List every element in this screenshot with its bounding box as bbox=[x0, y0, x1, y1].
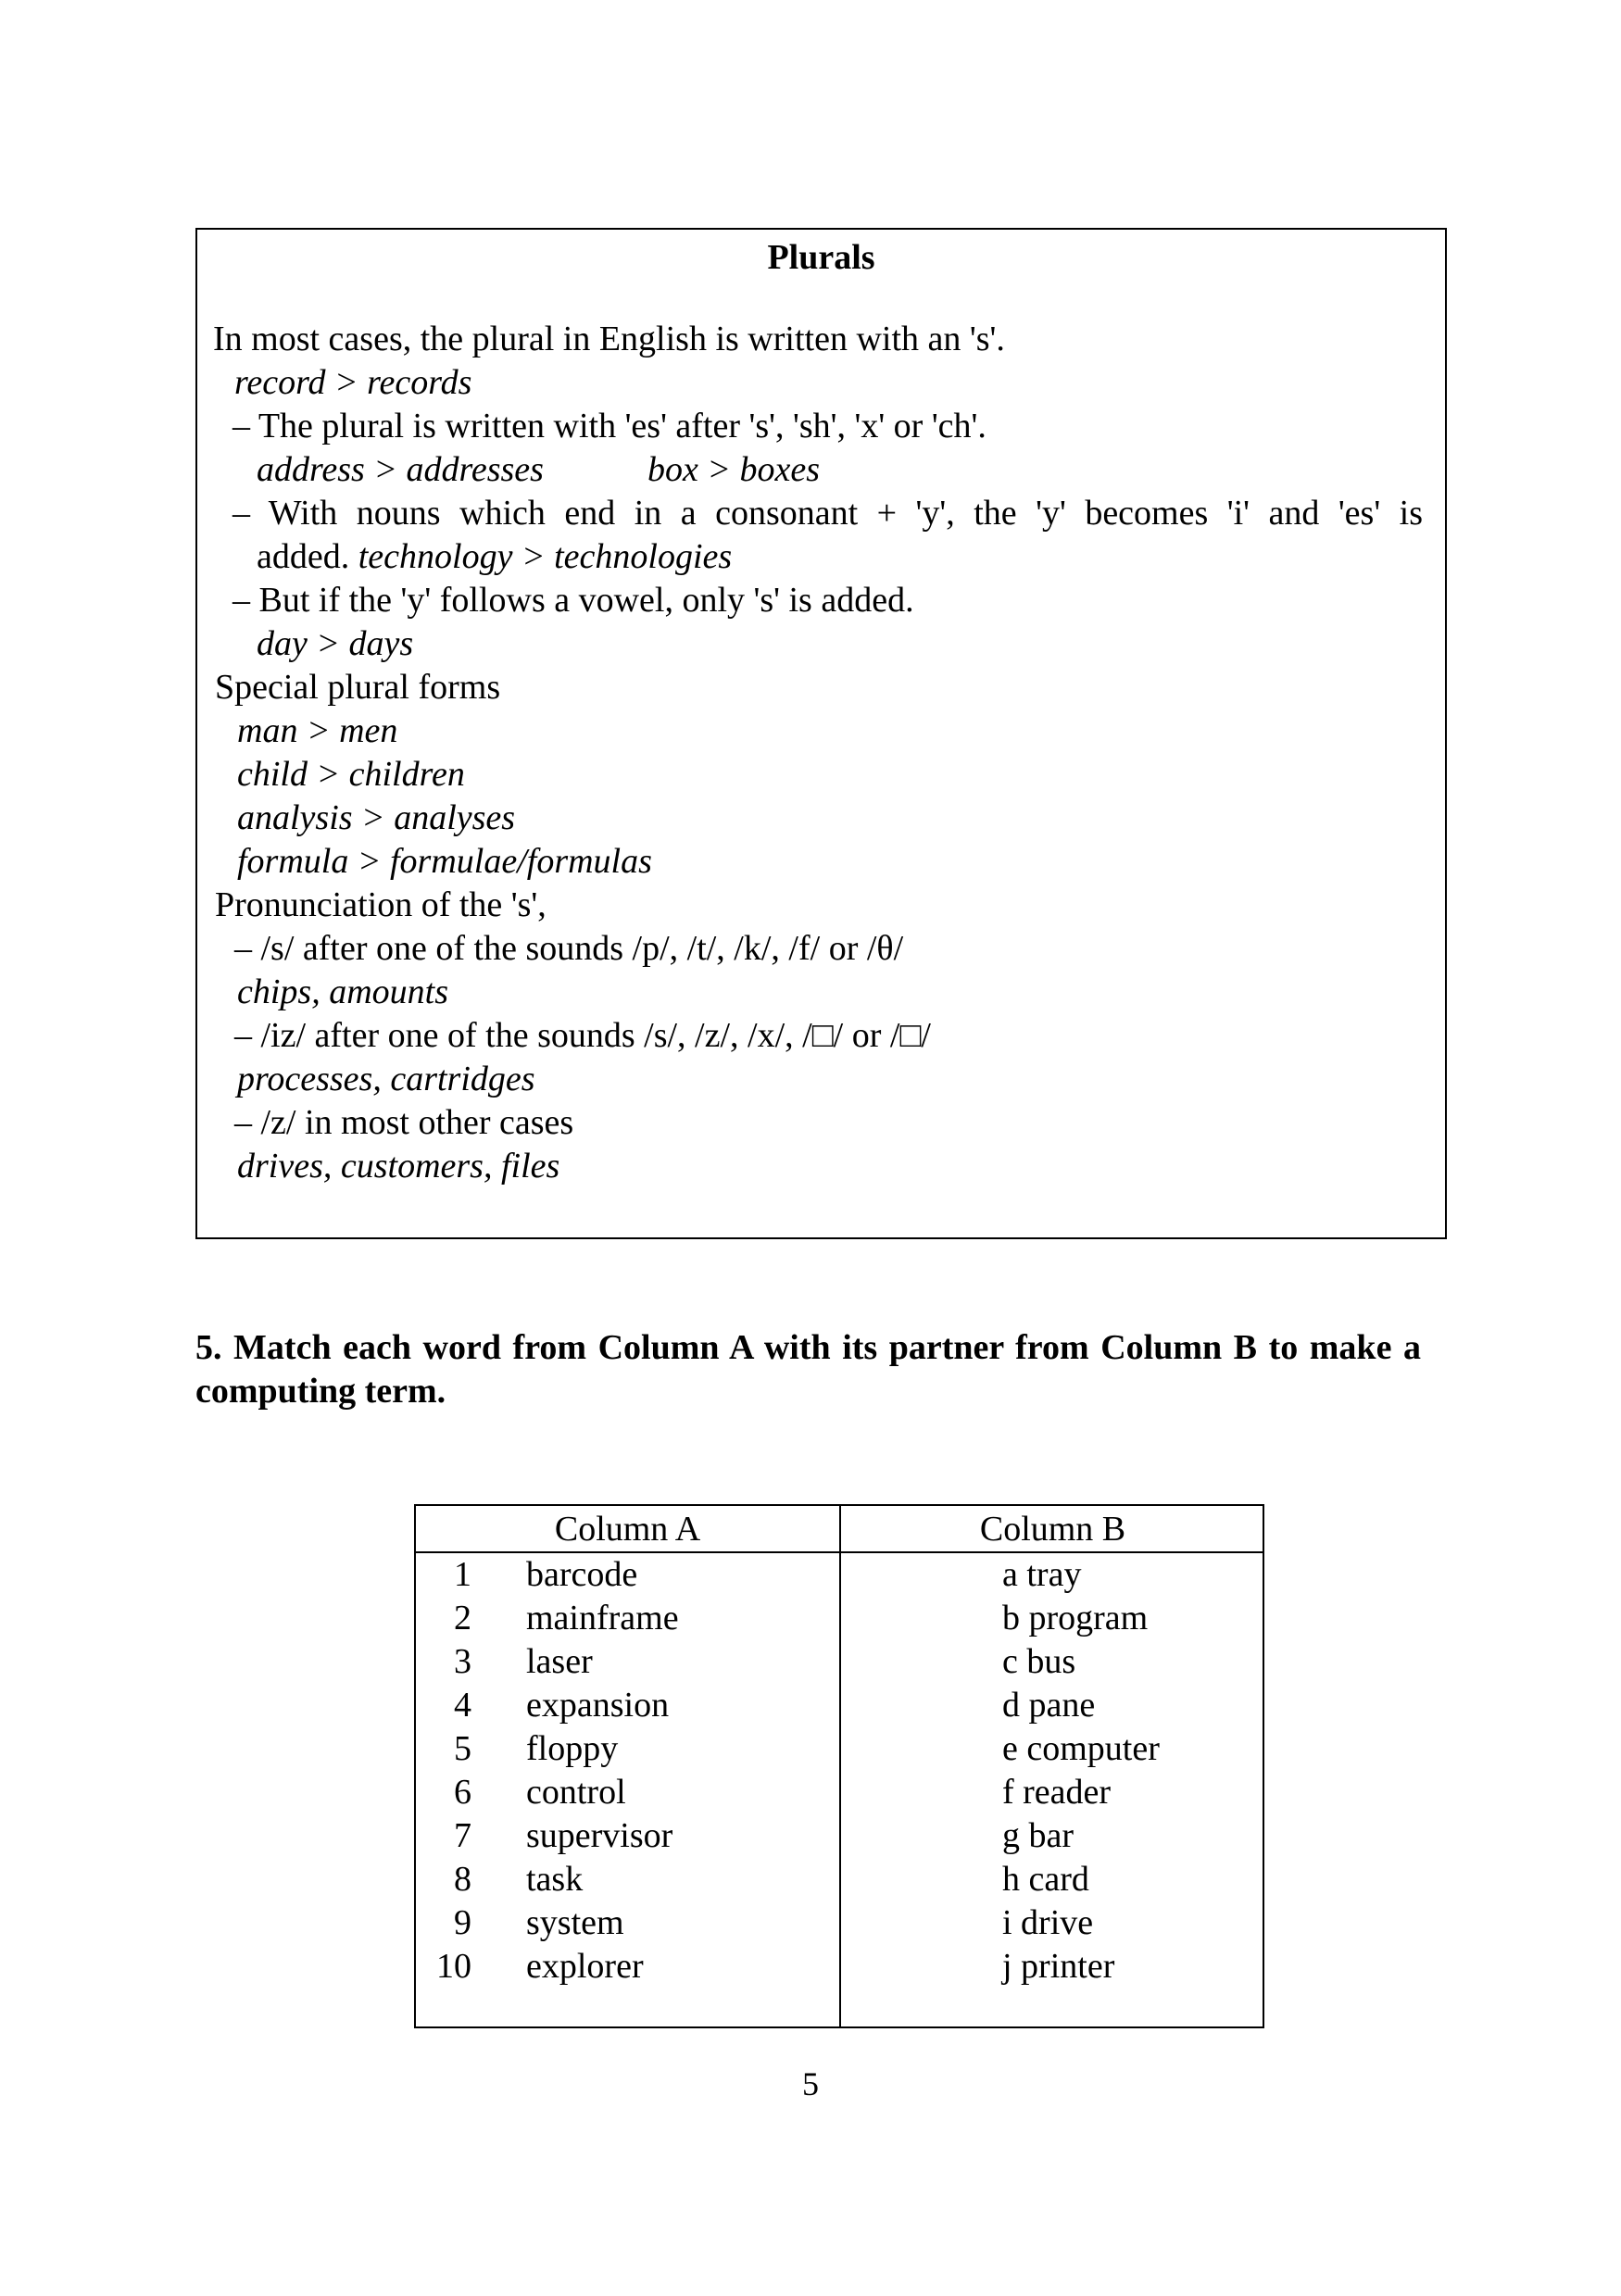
row-number: 5 bbox=[454, 1729, 471, 1768]
pronunciation-s: – /s/ after one of the sounds /p/, /t/, /k/, /f/ or /θ/ bbox=[234, 929, 904, 968]
example-z: drives, customers, files bbox=[237, 1147, 560, 1186]
column-divider bbox=[839, 1506, 841, 2026]
example-s: chips, amounts bbox=[237, 972, 448, 1011]
row-number: 2 bbox=[454, 1599, 471, 1637]
pronunciation-heading: Pronunciation of the 's', bbox=[215, 885, 547, 924]
example-day: day > days bbox=[257, 624, 414, 663]
row-number: 3 bbox=[454, 1642, 471, 1681]
pronunciation-z: – /z/ in most other cases bbox=[234, 1103, 574, 1142]
row-number: 7 bbox=[454, 1816, 471, 1855]
column-a-row bbox=[416, 1858, 839, 1901]
column-a-word: barcode bbox=[526, 1555, 638, 1594]
rule-vowel: – But if the 'y' follows a vowel, only 's' is added. bbox=[232, 581, 914, 620]
column-a-word: task bbox=[526, 1860, 584, 1899]
row-number: 8 bbox=[454, 1860, 471, 1899]
column-a-row bbox=[416, 1727, 839, 1771]
column-b-word: e computer bbox=[1002, 1729, 1160, 1768]
example-box: box > boxes bbox=[647, 450, 821, 489]
example-record: record > records bbox=[234, 363, 472, 402]
row-number: 6 bbox=[454, 1773, 471, 1812]
column-b-word: b program bbox=[1002, 1599, 1149, 1637]
column-a-header: Column A bbox=[554, 1510, 701, 1549]
column-b-word: a tray bbox=[1002, 1555, 1082, 1594]
column-a-row bbox=[416, 1597, 839, 1640]
special-example: child > children bbox=[237, 755, 465, 794]
column-a-row bbox=[416, 1771, 839, 1814]
special-example: formula > formulae/formulas bbox=[237, 842, 652, 881]
column-a-word: mainframe bbox=[526, 1599, 679, 1637]
example-iz: processes, cartridges bbox=[237, 1060, 535, 1098]
column-a-word: laser bbox=[526, 1642, 593, 1681]
column-a-word: floppy bbox=[526, 1729, 619, 1768]
column-a-row bbox=[416, 1640, 839, 1684]
row-number: 10 bbox=[436, 1947, 471, 1986]
special-heading: Special plural forms bbox=[215, 668, 501, 707]
column-b-word: g bar bbox=[1002, 1816, 1074, 1855]
column-b-header: Column B bbox=[979, 1510, 1126, 1549]
plurals-title: Plurals bbox=[767, 238, 875, 277]
column-a-word: explorer bbox=[526, 1947, 644, 1986]
rule-y-line1: – With nouns which end in a consonant + 'y', the 'y' becomes 'i' and 'es' is bbox=[232, 494, 1423, 533]
row-number: 9 bbox=[454, 1903, 471, 1942]
column-a-word: supervisor bbox=[526, 1816, 673, 1855]
plurals-box bbox=[195, 228, 1447, 1239]
column-a-word: control bbox=[526, 1773, 626, 1812]
example-address: address > addresses bbox=[257, 450, 544, 489]
example-technology: technology > technologies bbox=[358, 537, 733, 576]
column-a-row bbox=[416, 1684, 839, 1727]
exercise-heading: 5. Match each word from Column A with its partner from Column B to make a computing term. bbox=[195, 1328, 1421, 1411]
column-a-row bbox=[416, 1553, 839, 1597]
rule-es: – The plural is written with 'es' after 's', 'sh', 'x' or 'ch'. bbox=[232, 407, 986, 445]
column-a-word: system bbox=[526, 1903, 624, 1942]
column-a-row bbox=[416, 1945, 839, 1989]
column-a-row bbox=[416, 1901, 839, 1945]
column-b-word: i drive bbox=[1002, 1903, 1094, 1942]
matching-table bbox=[414, 1504, 1264, 2028]
special-example: analysis > analyses bbox=[237, 798, 516, 837]
special-example: man > men bbox=[237, 711, 398, 750]
pronunciation-iz: – /iz/ after one of the sounds /s/, /z/, /x/, /□/ or /□/ bbox=[234, 1016, 931, 1055]
column-a-word: expansion bbox=[526, 1686, 670, 1725]
row-number: 4 bbox=[454, 1686, 471, 1725]
page-number: 5 bbox=[802, 2065, 819, 2102]
rule-y-line2 bbox=[257, 535, 732, 579]
column-b-word: c bus bbox=[1002, 1642, 1076, 1681]
column-b-word: h card bbox=[1002, 1860, 1089, 1899]
row-number: 1 bbox=[454, 1555, 471, 1594]
column-a-row bbox=[416, 1814, 839, 1858]
column-b-word: f reader bbox=[1002, 1773, 1112, 1812]
rule-y-added: added. bbox=[257, 537, 350, 576]
column-b-word: d pane bbox=[1002, 1686, 1096, 1725]
plurals-intro: In most cases, the plural in English is written with an 's'. bbox=[213, 320, 1005, 358]
column-b-word: j printer bbox=[1002, 1947, 1115, 1986]
